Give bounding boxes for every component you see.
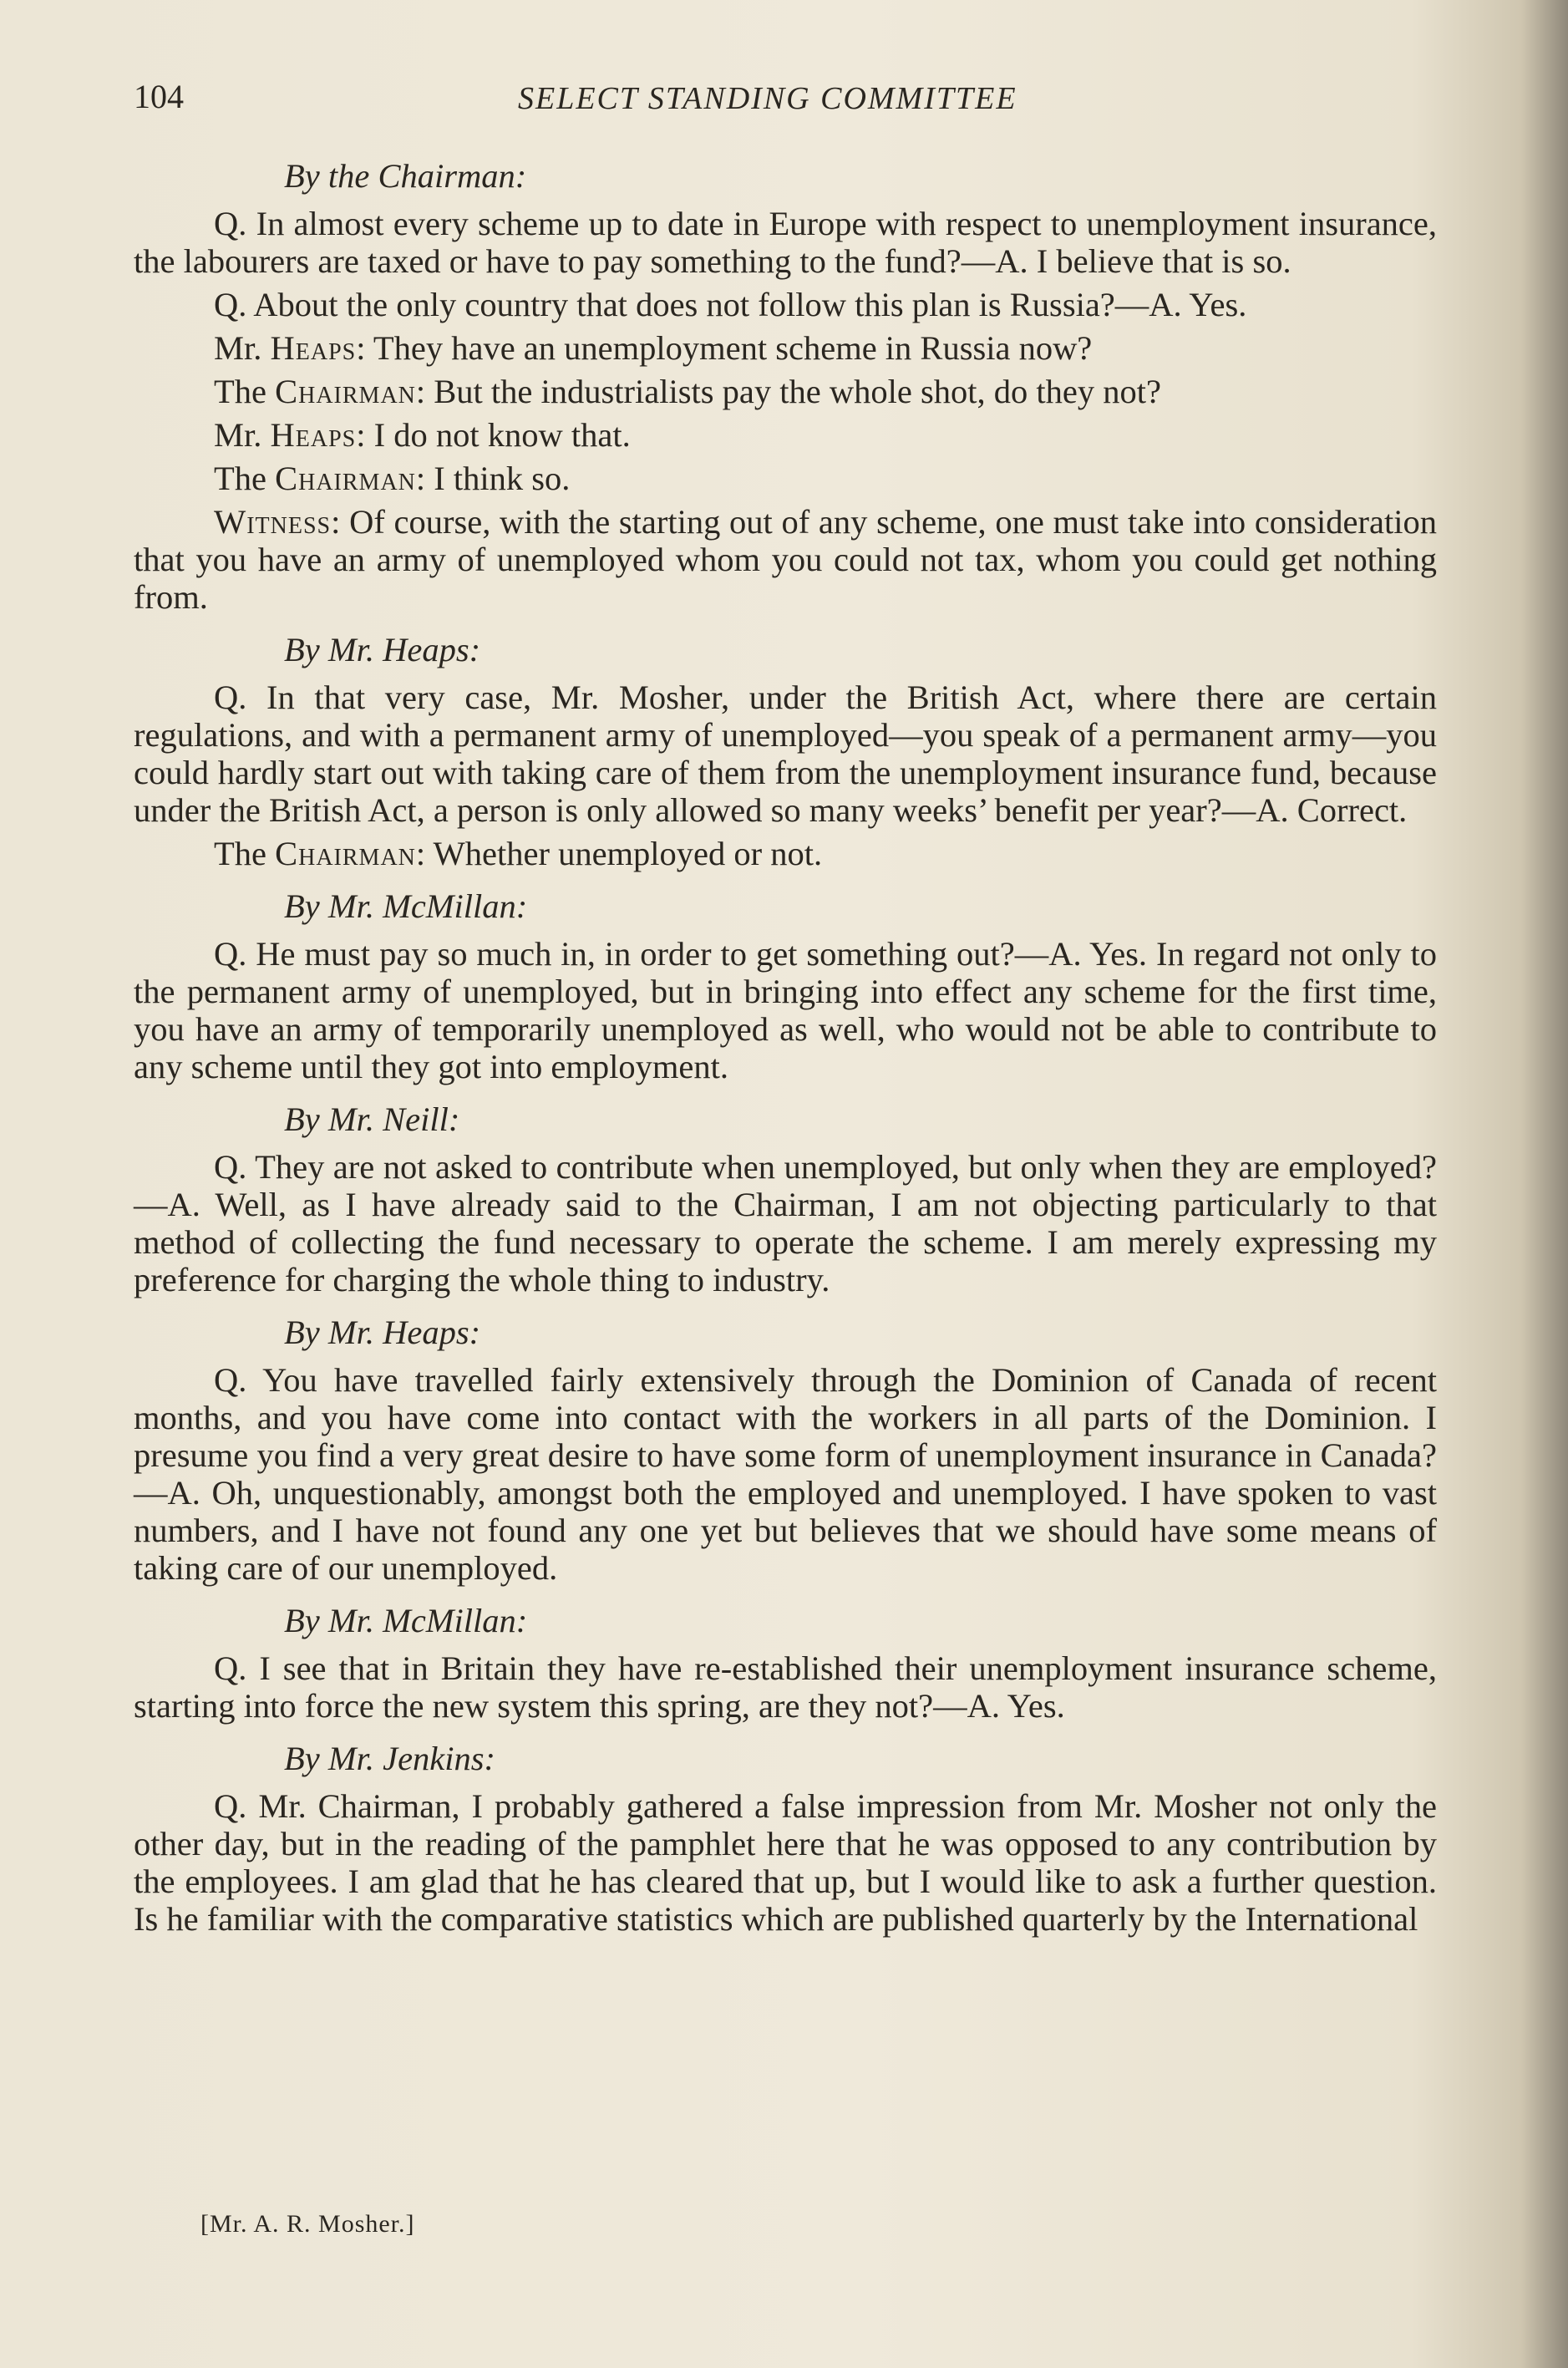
transcript-body <box>134 142 1437 1944</box>
examiner-heading: By Mr. McMillan: <box>284 1602 528 1639</box>
examiner-heading: By Mr. Heaps: <box>284 631 481 668</box>
speaker-text: : They have an unemployment scheme in Russia now? <box>356 329 1093 367</box>
testimony-paragraph: Q. He must pay so much in, in order to get something out?—A. Yes. In regard not only to the permanent army of unemployed, but in bringing into effect any scheme for the first time, you have an army of temporarily unemployed as well, who would not be able to contribute to any scheme until they got into employment. <box>134 935 1437 1085</box>
testimony-paragraph: Q. About the only country that does not follow this plan is Russia?—A. Yes. <box>214 286 1247 323</box>
speaker-remark <box>134 460 1437 497</box>
speaker-name: Chairman <box>275 373 416 410</box>
speaker-text: : Of course, with the starting out of any scheme, one must take into consideration that you have an army of unemployed whom you could not tax, whom you could get nothing from. <box>134 503 1437 616</box>
speaker-prefix: Mr. <box>214 329 271 367</box>
examiner-heading: By Mr. Neill: <box>284 1100 460 1138</box>
testimony-paragraph: Q. In that very case, Mr. Mosher, under the British Act, where there are certain regulations, and with a permanent army of unemployed—you speak of a permanent army—you could hardly start out with taking care of them from the unemployment insurance fund, because under the British Act, a person is only allowed so many weeks’ benefit per year?—A. Correct. <box>134 678 1437 829</box>
examiner-heading: By Mr. Jenkins: <box>284 1740 496 1777</box>
page-header <box>134 77 1437 127</box>
examiner-heading: By the Chairman: <box>284 157 527 195</box>
speaker-name: Chairman <box>275 460 416 497</box>
examiner-heading: By Mr. McMillan: <box>284 887 528 925</box>
examiner-heading: By Mr. Heaps: <box>284 1314 481 1351</box>
witness-footer: [Mr. A. R. Mosher.] <box>200 2210 415 2238</box>
speaker-name: Chairman <box>275 835 416 872</box>
testimony-paragraph: Q. You have travelled fairly extensively through the Dominion of Canada of recent months, and you have come into contact with the workers in all parts of the Dominion. I presume you find a very great desire to have some form of unemployment insurance in Canada?—A. Oh, unquestionably, amongst both the employed and unemployed. I have spoken to vast numbers, and I have not found any one yet but believes that we should have some means of taking care of our unemployed. <box>134 1361 1437 1587</box>
speaker-name: Heaps <box>270 329 357 367</box>
speaker-prefix: The <box>214 460 276 497</box>
testimony-paragraph: Q. In almost every scheme up to date in Europe with respect to unemployment insurance, the labourers are taxed or have to pay something to the fund?—A. I believe that is so. <box>134 205 1437 280</box>
speaker-remark <box>134 503 1437 616</box>
speaker-text: : I think so. <box>415 460 571 497</box>
speaker-remark <box>134 373 1437 410</box>
testimony-paragraph: Q. I see that in Britain they have re-established their unemployment insurance scheme, starting into force the new system this spring, are they not?—A. Yes. <box>134 1649 1437 1725</box>
speaker-remark <box>134 329 1437 367</box>
speaker-text: : I do not know that. <box>356 416 631 454</box>
speaker-remark <box>134 416 1437 454</box>
testimony-paragraph: Q. They are not asked to contribute when unemployed, but only when they are employed?—A. Well, as I have already said to the Chairman, I am not objecting particularly to that method of collecting the fund necessary to operate the scheme. I am merely expressing my preference for charging the whole thing to industry. <box>134 1148 1437 1298</box>
speaker-text: : Whether unemployed or not. <box>415 835 823 872</box>
speaker-prefix: The <box>214 373 276 410</box>
speaker-name: Heaps <box>270 416 357 454</box>
speaker-name: Witness <box>214 503 332 541</box>
running-head: SELECT STANDING COMMITTEE <box>518 81 1017 116</box>
speaker-text: : But the industrialists pay the whole shot, do they not? <box>415 373 1161 410</box>
speaker-prefix: The <box>214 835 276 872</box>
testimony-paragraph: Q. Mr. Chairman, I probably gathered a false impression from Mr. Mosher not only the other day, but in the reading of the pamphlet here that he was opposed to any contribution by the employees. I am glad that he has cleared that up, but I would like to ask a further question. Is he familiar with the comparative statistics which are published quarterly by the International <box>134 1787 1437 1938</box>
page-number: 104 <box>134 78 184 115</box>
speaker-remark <box>134 835 1437 872</box>
speaker-prefix: Mr. <box>214 416 271 454</box>
